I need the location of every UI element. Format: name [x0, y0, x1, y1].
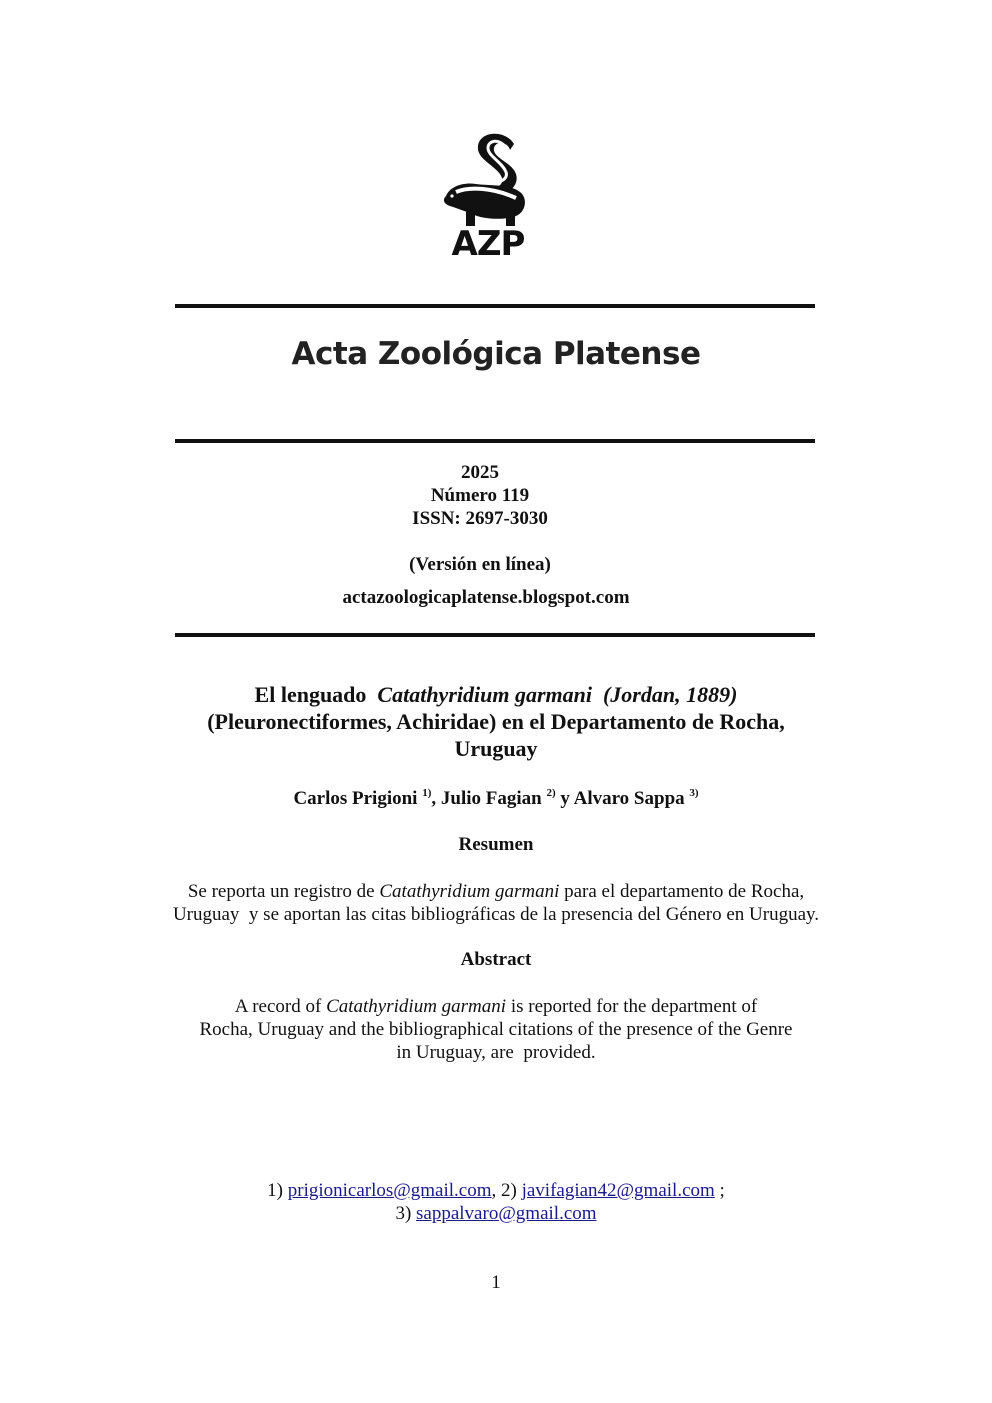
abstract-line — [0, 995, 992, 1018]
author-name: Carlos Prigioni — [293, 788, 418, 809]
journal-website: actazoologicaplatense.blogspot.com — [342, 587, 630, 608]
logo-text: AZP — [451, 224, 525, 264]
divider-rule — [175, 439, 815, 443]
footnote-number: , 2) — [491, 1180, 517, 1201]
issue-year: 2025 — [461, 462, 499, 483]
species-authority: (Jordan, 1889) — [602, 682, 738, 707]
abstract-text — [0, 995, 992, 1064]
author-name: Julio Fagian — [440, 788, 542, 809]
resumen-line: Uruguay y se aportan las citas bibliográficas de la presencia del Género en Uruguay. — [172, 904, 820, 925]
species-name: Catathyridium garmani — [377, 682, 592, 707]
email-link-fagian[interactable]: javifagian42@gmail.com — [521, 1180, 715, 1201]
abstract-heading: Abstract — [460, 949, 532, 970]
abstract-line: in Uruguay, are provided. — [396, 1042, 596, 1063]
online-version-note: (Versión en línea) — [409, 554, 551, 575]
resumen-text — [0, 880, 992, 926]
affiliation-mark: 1) — [422, 787, 432, 799]
article-title-text: El lenguado — [254, 682, 367, 707]
abstract-line: Rocha, Uruguay and the bibliographical citations of the presence of the Genre — [199, 1019, 793, 1040]
journal-title: Acta Zoológica Platense — [291, 336, 701, 372]
journal-logo — [436, 128, 540, 264]
resumen-text-part: para el departamento de Rocha, — [564, 881, 805, 902]
footnote-separator: ; — [714, 1180, 725, 1201]
page-number: 1 — [491, 1272, 501, 1293]
author-separator: y — [555, 788, 574, 809]
article-title-line3: Uruguay — [454, 736, 538, 761]
species-name: Catathyridium garmani — [379, 881, 560, 902]
resumen-heading: Resumen — [458, 834, 534, 855]
resumen-text-part: Se reporta un registro de — [187, 881, 375, 902]
email-link-prigioni[interactable]: prigionicarlos@gmail.com — [287, 1180, 492, 1201]
abstract-text-part: A record of — [234, 996, 322, 1017]
footnote-line — [0, 1179, 992, 1202]
affiliation-mark: 2) — [546, 787, 556, 799]
divider-rule — [175, 304, 815, 308]
author-list — [0, 787, 992, 810]
affiliation-mark: 3) — [689, 787, 699, 799]
author-name: Alvaro Sappa — [573, 788, 685, 809]
footnote-number: 3) — [395, 1203, 412, 1224]
author-separator: , — [431, 788, 441, 809]
resumen-line — [0, 880, 992, 903]
issue-number: Número 119 — [430, 485, 530, 506]
article-title-line1 — [0, 681, 992, 708]
footnote-line — [0, 1202, 992, 1225]
footnote-emails — [0, 1179, 992, 1225]
divider-rule — [175, 633, 815, 637]
species-name: Catathyridium garmani — [326, 996, 507, 1017]
issn: ISSN: 2697-3030 — [412, 508, 548, 529]
footnote-number: 1) — [267, 1180, 283, 1201]
article-title — [0, 681, 992, 762]
article-title-line2: (Pleuronectiformes, Achiridae) en el Departamento de Rocha, — [207, 709, 785, 734]
abstract-text-part: is reported for the department of — [510, 996, 758, 1017]
email-link-sappa[interactable]: sappalvaro@gmail.com — [416, 1203, 597, 1224]
